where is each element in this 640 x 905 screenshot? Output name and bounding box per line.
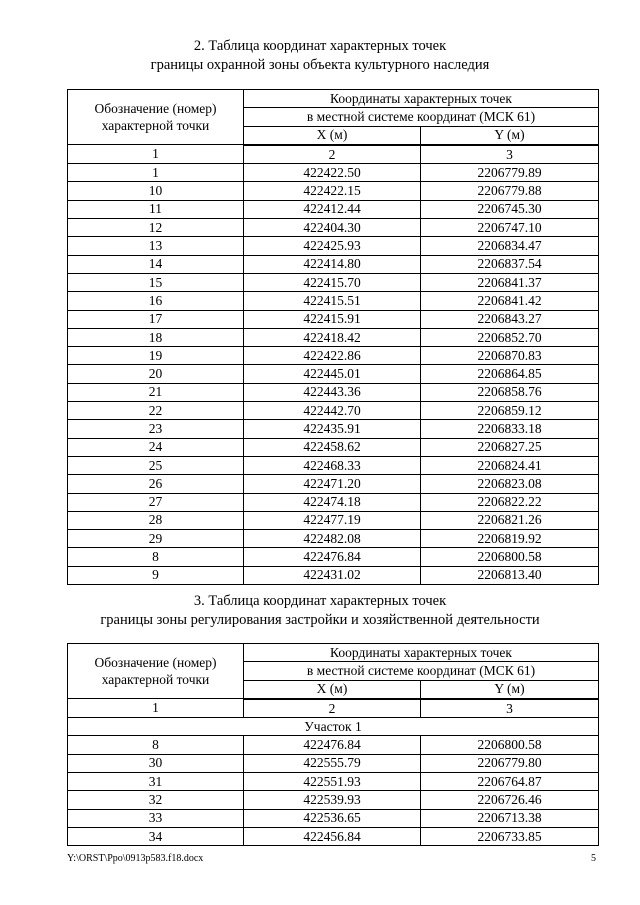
table-row [68, 736, 599, 754]
point-number-cell: 24 [68, 438, 244, 456]
table-row [68, 402, 599, 420]
y-header: Y (м) [421, 680, 599, 699]
table-row [68, 292, 599, 310]
y-coordinate-cell: 2206837.54 [421, 255, 599, 273]
y-coordinate-cell: 2206800.58 [421, 736, 599, 754]
y-coordinate-cell: 2206824.41 [421, 456, 599, 474]
x-coordinate-cell: 422414.80 [244, 255, 421, 273]
y-coordinate-cell: 2206764.87 [421, 773, 599, 791]
point-header-cell [68, 90, 244, 145]
y-coordinate-cell: 2206779.80 [421, 754, 599, 772]
x-coordinate-cell: 422445.01 [244, 365, 421, 383]
y-coordinate-cell: 2206747.10 [421, 219, 599, 237]
point-number-cell: 22 [68, 402, 244, 420]
footer-file-path: Y:\ORST\Ppo\0913p583.f18.docx [67, 853, 204, 864]
column-number-row [68, 145, 599, 164]
x-coordinate-cell: 422425.93 [244, 237, 421, 255]
x-coordinate-cell: 422468.33 [244, 456, 421, 474]
col-number-1: 1 [68, 699, 244, 718]
column-number-row [68, 699, 599, 718]
y-coordinate-cell: 2206841.37 [421, 273, 599, 291]
point-header-line2: характерной точки [101, 672, 210, 688]
x-coordinate-cell: 422551.93 [244, 773, 421, 791]
point-number-cell: 16 [68, 292, 244, 310]
point-number-cell: 23 [68, 420, 244, 438]
x-header: X (м) [244, 680, 421, 699]
y-coordinate-cell: 2206779.88 [421, 182, 599, 200]
table-row [68, 438, 599, 456]
table-row [68, 530, 599, 548]
table-row [68, 511, 599, 529]
x-coordinate-cell: 422458.62 [244, 438, 421, 456]
table-row [68, 347, 599, 365]
y-coordinate-cell: 2206827.25 [421, 438, 599, 456]
table2-title [0, 592, 640, 630]
x-coordinate-cell: 422412.44 [244, 200, 421, 218]
table-row [68, 237, 599, 255]
coords-header-cell [244, 90, 599, 108]
y-coordinate-cell: 2206822.22 [421, 493, 599, 511]
coordinates-table-1 [67, 89, 599, 585]
col-number-2: 2 [244, 145, 421, 164]
y-coordinate-cell: 2206800.58 [421, 548, 599, 566]
y-coordinate-cell: 2206745.30 [421, 200, 599, 218]
point-number-cell: 26 [68, 475, 244, 493]
x-coordinate-cell: 422476.84 [244, 736, 421, 754]
point-number-cell: 15 [68, 273, 244, 291]
point-number-cell: 12 [68, 219, 244, 237]
x-coordinate-cell: 422471.20 [244, 475, 421, 493]
table1-title-line1: 2. Таблица координат характерных точек [193, 38, 447, 54]
y-coordinate-cell: 2206841.42 [421, 292, 599, 310]
x-coordinate-cell: 422404.30 [244, 219, 421, 237]
point-number-cell: 30 [68, 754, 244, 772]
header-row [68, 644, 599, 662]
coordinates-table-2 [67, 643, 599, 846]
table-row [68, 310, 599, 328]
table1-title [0, 37, 640, 75]
x-coordinate-cell: 422415.70 [244, 273, 421, 291]
y-coordinate-cell: 2206870.83 [421, 347, 599, 365]
table-row [68, 475, 599, 493]
point-number-cell: 28 [68, 511, 244, 529]
table-row [68, 383, 599, 401]
point-header-line1: Обозначение (номер) [94, 101, 217, 117]
y-coordinate-cell: 2206819.92 [421, 530, 599, 548]
table2-title-line1: 3. Таблица координат характерных точек [193, 593, 447, 609]
coords-header-line2: в местной системе координат (МСК 61) [306, 663, 536, 679]
point-number-cell: 1 [68, 164, 244, 182]
y-coordinate-cell: 2206813.40 [421, 566, 599, 584]
point-header-line2: характерной точки [101, 118, 210, 134]
section-label-row [68, 718, 599, 736]
y-coordinate-cell: 2206843.27 [421, 310, 599, 328]
y-coordinate-cell: 2206833.18 [421, 420, 599, 438]
x-coordinate-cell: 422539.93 [244, 791, 421, 809]
col-number-3: 3 [421, 145, 599, 164]
x-coordinate-cell: 422555.79 [244, 754, 421, 772]
table-row [68, 809, 599, 827]
table-row [68, 164, 599, 182]
x-coordinate-cell: 422442.70 [244, 402, 421, 420]
y-coordinate-cell: 2206823.08 [421, 475, 599, 493]
table-row [68, 456, 599, 474]
table-row [68, 493, 599, 511]
col-number-3: 3 [421, 699, 599, 718]
y-coordinate-cell: 2206733.85 [421, 827, 599, 845]
x-coordinate-cell: 422443.36 [244, 383, 421, 401]
point-number-cell: 18 [68, 328, 244, 346]
point-number-cell: 11 [68, 200, 244, 218]
point-header-cell [68, 644, 244, 699]
y-coordinate-cell: 2206834.47 [421, 237, 599, 255]
section-label: Участок 1 [68, 718, 599, 736]
table-row [68, 328, 599, 346]
point-number-cell: 21 [68, 383, 244, 401]
page-number: 5 [591, 853, 596, 864]
coords-header-line1: Координаты характерных точек [330, 645, 512, 661]
x-coordinate-cell: 422422.15 [244, 182, 421, 200]
table-row [68, 273, 599, 291]
x-coordinate-cell: 422456.84 [244, 827, 421, 845]
x-coordinate-cell: 422482.08 [244, 530, 421, 548]
table2-title-line2: границы зоны регулирования застройки и хозяйственной деятельности [100, 612, 540, 628]
col-number-2: 2 [244, 699, 421, 718]
y-coordinate-cell: 2206779.89 [421, 164, 599, 182]
coords-header-cell-2 [244, 662, 599, 680]
y-coordinate-cell: 2206858.76 [421, 383, 599, 401]
point-number-cell: 8 [68, 736, 244, 754]
y-coordinate-cell: 2206864.85 [421, 365, 599, 383]
header-row [68, 90, 599, 108]
point-number-cell: 34 [68, 827, 244, 845]
x-coordinate-cell: 422431.02 [244, 566, 421, 584]
point-number-cell: 9 [68, 566, 244, 584]
x-coordinate-cell: 422422.86 [244, 347, 421, 365]
table-row [68, 566, 599, 584]
x-coordinate-cell: 422418.42 [244, 328, 421, 346]
point-number-cell: 33 [68, 809, 244, 827]
coords-header-cell [244, 644, 599, 662]
point-number-cell: 25 [68, 456, 244, 474]
coords-header-cell-2 [244, 108, 599, 126]
point-header-line1: Обозначение (номер) [94, 655, 217, 671]
point-number-cell: 29 [68, 530, 244, 548]
y-coordinate-cell: 2206713.38 [421, 809, 599, 827]
table-row [68, 365, 599, 383]
coords-header-line2: в местной системе координат (МСК 61) [306, 109, 536, 125]
table-row [68, 219, 599, 237]
x-coordinate-cell: 422536.65 [244, 809, 421, 827]
table-row [68, 420, 599, 438]
y-coordinate-cell: 2206852.70 [421, 328, 599, 346]
x-coordinate-cell: 422435.91 [244, 420, 421, 438]
coords-header-line1: Координаты характерных точек [330, 91, 512, 107]
table-row [68, 255, 599, 273]
point-number-cell: 27 [68, 493, 244, 511]
point-number-cell: 19 [68, 347, 244, 365]
table-row [68, 827, 599, 845]
table-row [68, 182, 599, 200]
point-number-cell: 10 [68, 182, 244, 200]
x-header: X (м) [244, 126, 421, 145]
point-number-cell: 14 [68, 255, 244, 273]
point-number-cell: 13 [68, 237, 244, 255]
y-coordinate-cell: 2206859.12 [421, 402, 599, 420]
y-header: Y (м) [421, 126, 599, 145]
table-row [68, 773, 599, 791]
x-coordinate-cell: 422477.19 [244, 511, 421, 529]
table-row [68, 791, 599, 809]
x-coordinate-cell: 422415.51 [244, 292, 421, 310]
col-number-1: 1 [68, 145, 244, 164]
table-row [68, 200, 599, 218]
x-coordinate-cell: 422476.84 [244, 548, 421, 566]
point-number-cell: 32 [68, 791, 244, 809]
table-row [68, 548, 599, 566]
point-number-cell: 17 [68, 310, 244, 328]
x-coordinate-cell: 422415.91 [244, 310, 421, 328]
y-coordinate-cell: 2206726.46 [421, 791, 599, 809]
point-number-cell: 31 [68, 773, 244, 791]
table1-title-line2: границы охранной зоны объекта культурного наследия [150, 57, 490, 73]
x-coordinate-cell: 422422.50 [244, 164, 421, 182]
y-coordinate-cell: 2206821.26 [421, 511, 599, 529]
x-coordinate-cell: 422474.18 [244, 493, 421, 511]
point-number-cell: 8 [68, 548, 244, 566]
point-number-cell: 20 [68, 365, 244, 383]
table-row [68, 754, 599, 772]
